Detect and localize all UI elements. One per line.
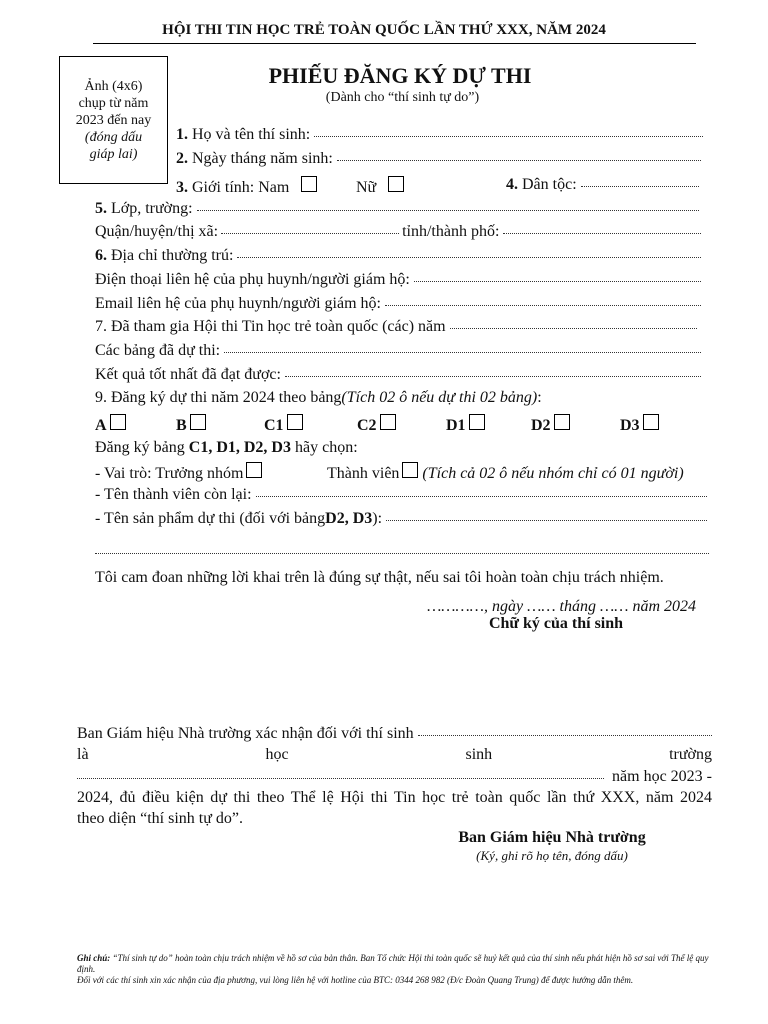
register-note: (Tích 02 ô nếu dự thi 02 bảng) — [341, 389, 538, 406]
name-label: Họ và tên thí sinh: — [192, 126, 311, 143]
form-title: PHIẾU ĐĂNG KÝ DỰ THI — [268, 63, 532, 88]
board-c2 — [357, 414, 396, 435]
photo-text-5: giáp lai) — [89, 146, 138, 162]
photo-text-2: chụp từ năm — [78, 95, 149, 111]
participated-label: 7. Đã tham gia Hội thi Tin học trẻ toàn quốc (các) năm — [95, 318, 446, 335]
other-members-label: - Tên thành viên còn lại: — [95, 486, 252, 503]
board-label-d2: D2 — [531, 417, 551, 434]
commitment-text: Tôi cam đoan những lời khai trên là đúng sự thật, nếu sai tôi hoàn toàn chịu trách nhiệm. — [95, 569, 664, 586]
best-result-row — [95, 366, 701, 384]
leader-checkbox[interactable] — [246, 462, 262, 478]
ethnic-num: 4. — [506, 176, 518, 193]
confirm-line-1 — [77, 725, 712, 743]
photo-text-3: 2023 đến nay — [75, 112, 152, 128]
board-d3 — [620, 414, 659, 435]
c-intro-boards: C1, D1, D2, D3 — [188, 439, 291, 456]
footnote-text-2: Đối với các thí sinh xin xác nhận của địa phương, vui lòng liên hệ với hotline của BTC: 0344 268 982 (Đ/c Đoàn Quang Trung) để được hướng dẫn thêm. — [77, 975, 634, 985]
school-num: 5. — [95, 200, 107, 217]
school-board-label: Ban Giám hiệu Nhà trường — [458, 829, 646, 846]
photo-text-4: (đóng dấu — [84, 129, 143, 145]
confirm-line-3 — [77, 768, 712, 786]
school-row — [95, 200, 699, 218]
address-row — [95, 247, 701, 265]
ethnic-label: Dân tộc: — [522, 176, 577, 193]
photo-box — [59, 56, 168, 184]
board-checkbox-c1[interactable] — [287, 414, 303, 430]
role-row — [95, 462, 262, 483]
member-label: Thành viên — [327, 465, 400, 482]
register-colon: : — [537, 389, 542, 406]
district-input[interactable] — [221, 233, 399, 234]
male-checkbox[interactable] — [301, 176, 317, 192]
confirm-line-2 — [77, 746, 712, 764]
gender-num: 3. — [176, 179, 188, 196]
c-intro-pre: Đăng ký bảng — [95, 439, 185, 456]
board-label-a: A — [95, 417, 107, 434]
footnote-text-1: “Thí sinh tự do” hoàn toàn chịu trách nhiệm về hồ sơ của bản thân. Ban Tổ chức Hội thi toàn quốc sẽ huỷ kết quả của thí sinh nếu phát hiện hồ sơ sai với Thể lệ quy định. — [77, 953, 709, 974]
ethnic-row — [506, 176, 699, 194]
dob-input[interactable] — [337, 160, 701, 161]
photo-text-1: Ảnh (4x6) — [84, 78, 143, 94]
confirm-name-input[interactable] — [418, 735, 712, 736]
product-post: ): — [372, 510, 383, 527]
member-row — [327, 462, 684, 483]
register-label: 9. Đăng ký dự thi năm 2024 theo bảng — [95, 389, 342, 406]
confirm-year: năm học 2023 - — [612, 768, 712, 785]
participated-input[interactable] — [450, 328, 697, 329]
gender-label: Giới tính: Nam — [192, 179, 290, 196]
best-result-input[interactable] — [285, 376, 701, 377]
board-b — [176, 414, 206, 435]
member-note: (Tích cả 02 ô nếu nhóm chỉ có 01 người) — [422, 465, 684, 482]
address-label: Địa chỉ thường trú: — [111, 247, 234, 264]
candidate-signature-label: Chữ ký của thí sinh — [488, 615, 624, 632]
board-label-d3: D3 — [620, 417, 640, 434]
footnote-line-1 — [77, 953, 712, 975]
best-result-label: Kết quả tốt nhất đã đạt được: — [95, 366, 281, 383]
board-checkbox-c2[interactable] — [380, 414, 396, 430]
board-label-d1: D1 — [446, 417, 466, 434]
name-num: 1. — [176, 126, 188, 143]
phone-label: Điện thoại liên hệ của phụ huynh/người giám hộ: — [95, 271, 410, 288]
board-checkbox-a[interactable] — [110, 414, 126, 430]
date-line: …………, ngày …… tháng …… năm 2024 — [427, 598, 696, 615]
female-label: Nữ — [356, 179, 377, 196]
confirm-word-truong: trường — [669, 746, 712, 763]
school-board-note: (Ký, ghi rõ họ tên, đóng dấu) — [476, 848, 628, 863]
other-members-row — [95, 486, 707, 504]
confirm-text-1: Ban Giám hiệu Nhà trường xác nhận đối với thí sinh — [77, 725, 414, 742]
product-boards: D2, D3 — [325, 510, 373, 527]
province-label: tỉnh/thành phố: — [402, 223, 500, 240]
province-input[interactable] — [503, 233, 701, 234]
board-label-b: B — [176, 417, 187, 434]
other-members-input[interactable] — [256, 496, 707, 497]
board-checkbox-d3[interactable] — [643, 414, 659, 430]
board-d2 — [531, 414, 570, 435]
board-label-c2: C2 — [357, 417, 377, 434]
address-num: 6. — [95, 247, 107, 264]
contest-header: HỘI THI TIN HỌC TRẺ TOÀN QUỐC LẦN THỨ XXX, NĂM 2024 — [162, 22, 606, 38]
footnote — [77, 953, 712, 986]
board-checkbox-b[interactable] — [190, 414, 206, 430]
c-section-intro — [95, 439, 358, 457]
confirm-word-sinh: sinh — [465, 746, 493, 763]
email-row — [95, 295, 701, 313]
board-checkbox-d1[interactable] — [469, 414, 485, 430]
board-d1 — [446, 414, 485, 435]
confirm-line-4: 2024, đủ điều kiện dự thi theo Thể lệ Hội thi Tin học trẻ toàn quốc lần thứ XXX, năm 2024 — [77, 789, 712, 806]
phone-input[interactable] — [414, 281, 701, 282]
female-checkbox[interactable] — [388, 176, 404, 192]
past-boards-input[interactable] — [224, 352, 701, 353]
district-row — [95, 223, 701, 241]
ethnic-input[interactable] — [581, 186, 699, 187]
dob-row — [176, 150, 701, 168]
product-pre: - Tên sản phẩm dự thi (đối với bảng — [95, 510, 326, 527]
confirm-word-la: là — [77, 746, 89, 763]
form-subtitle: (Dành cho “thí sinh tự do”) — [325, 90, 480, 105]
board-label-c1: C1 — [264, 417, 284, 434]
name-row — [176, 126, 703, 144]
board-checkbox-d2[interactable] — [554, 414, 570, 430]
c-intro-post: hãy chọn: — [294, 439, 358, 456]
phone-row — [95, 271, 701, 289]
confirm-school-input[interactable] — [77, 778, 604, 779]
register-row — [95, 389, 542, 407]
dob-label: Ngày tháng năm sinh: — [192, 150, 333, 167]
product-input[interactable] — [386, 520, 707, 521]
past-boards-label: Các bảng đã dự thi: — [95, 342, 221, 359]
confirm-line-5: theo diện “thí sinh tự do”. — [77, 810, 243, 827]
product-input-continued[interactable] — [95, 553, 709, 554]
member-checkbox[interactable] — [402, 462, 418, 478]
participated-row — [95, 318, 697, 336]
header-divider — [93, 43, 696, 44]
email-input[interactable] — [385, 305, 701, 306]
school-label: Lớp, trường: — [111, 200, 193, 217]
board-c1 — [264, 414, 303, 435]
email-label: Email liên hệ của phụ huynh/người giám hộ: — [95, 295, 381, 312]
footnote-label: Ghi chú: — [77, 953, 111, 963]
past-boards-row — [95, 342, 701, 360]
address-input[interactable] — [237, 257, 701, 258]
confirm-word-hoc: học — [265, 746, 289, 763]
product-row — [95, 510, 707, 528]
dob-num: 2. — [176, 150, 188, 167]
name-input[interactable] — [314, 136, 703, 137]
district-label: Quận/huyện/thị xã: — [95, 223, 219, 240]
gender-row — [176, 176, 317, 197]
board-a — [95, 414, 126, 435]
school-input[interactable] — [197, 210, 699, 211]
role-label: - Vai trò: Trưởng nhóm — [95, 465, 244, 482]
female-row — [356, 176, 404, 197]
